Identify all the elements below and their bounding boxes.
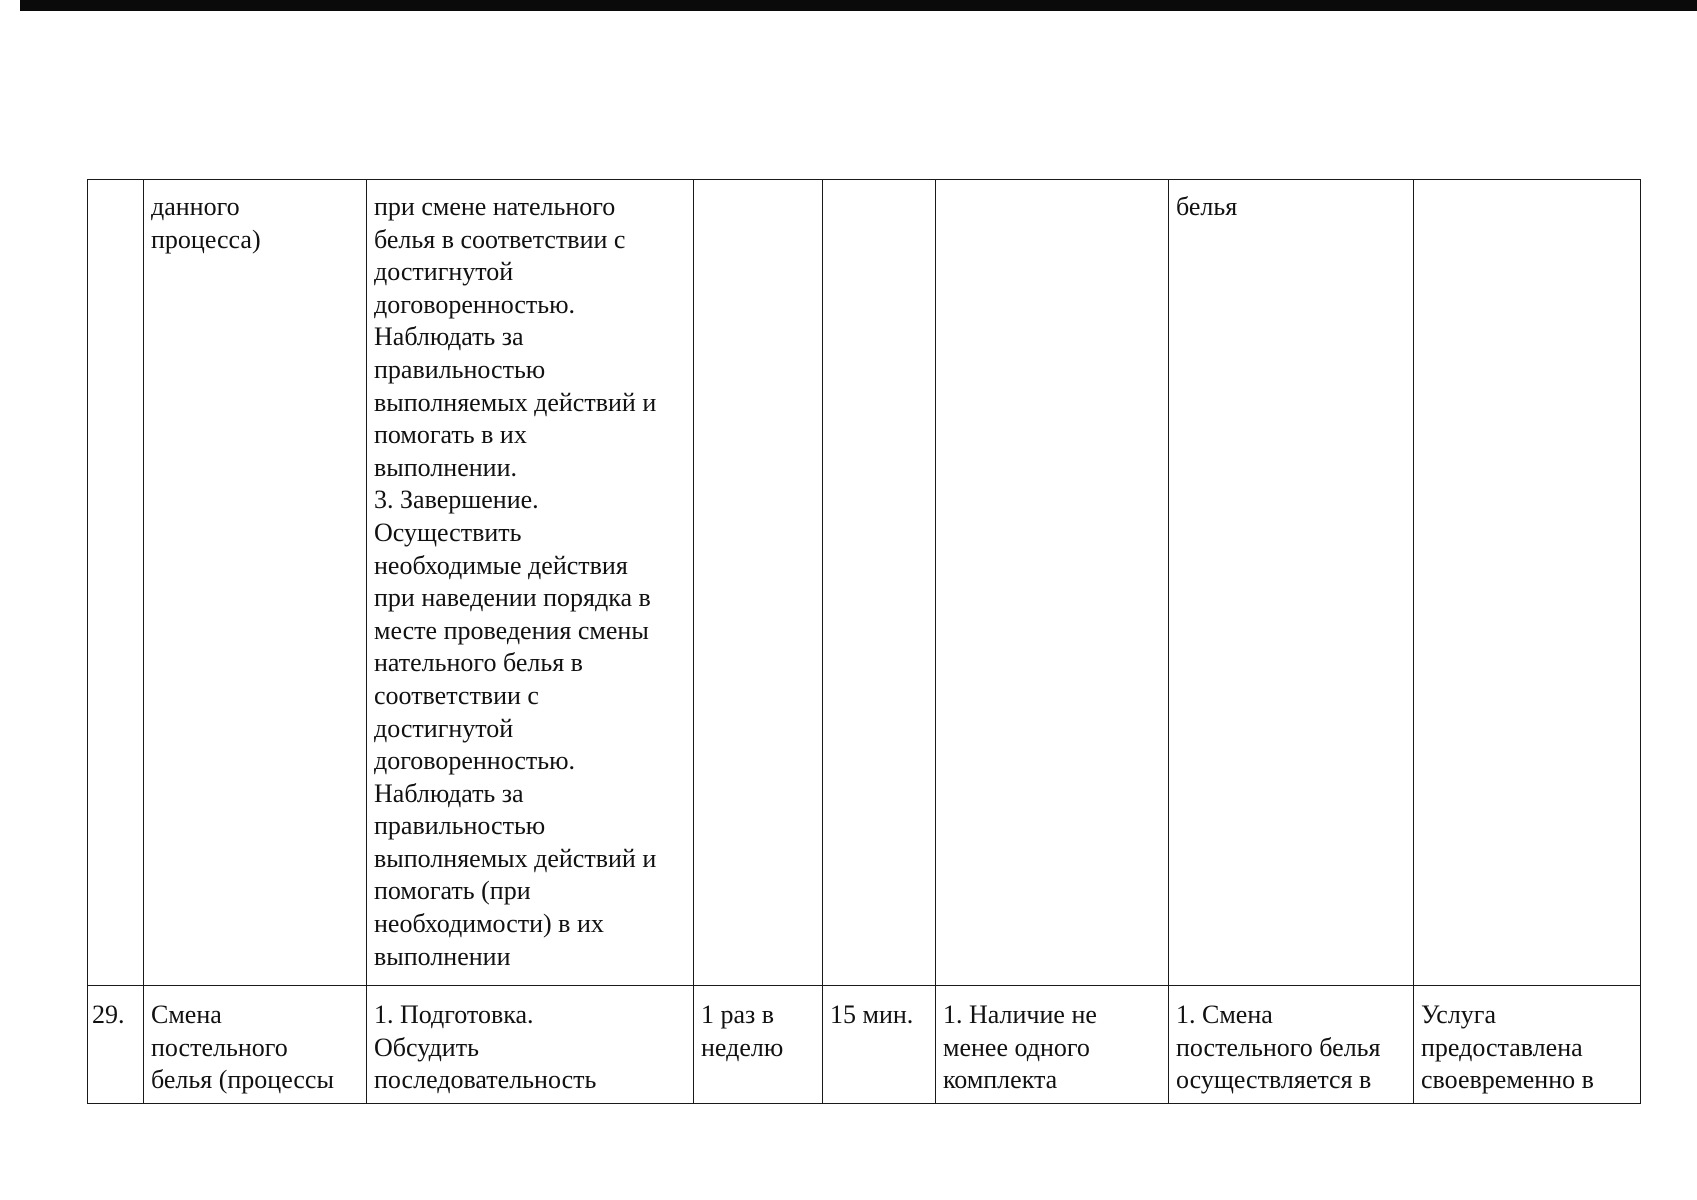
cell-periodicity: 1 раз в неделю: [694, 986, 823, 1104]
cell-duration: [823, 180, 936, 986]
cell-conditions: [936, 180, 1169, 986]
service-standards-table: [87, 179, 1641, 1104]
cell-periodicity: [694, 180, 823, 986]
cell-result: Услуга предоставлена своевременно в: [1414, 986, 1641, 1104]
cell-number: [88, 180, 144, 986]
cell-quality: белья: [1169, 180, 1414, 986]
table-row: [88, 986, 1641, 1104]
cell-conditions: 1. Наличие не менее одного комплекта: [936, 986, 1169, 1104]
cell-quality: 1. Смена постельного белья осуществляется в: [1169, 986, 1414, 1104]
scan-edge-bar: [20, 0, 1697, 11]
cell-service-name: Смена постельного белья (процессы: [144, 986, 367, 1104]
cell-description: 1. Подготовка. Обсудить последовательность: [367, 986, 694, 1104]
cell-duration: 15 мин.: [823, 986, 936, 1104]
cell-number: 29.: [88, 986, 144, 1104]
cell-description: при смене нательного белья в соответствии с достигнутой договоренностью. Наблюдать за правильностью выполняемых действий и помогать в их выполнении. 3. Завершение. Осуществить необходимые действия при наведении порядка в месте проведения смены нательного белья в соответствии с достигнутой договоренностью. Наблюдать за правильностью выполняемых действий и помогать (при необходимости) в их выполнении: [367, 180, 694, 986]
cell-service-name: данного процесса): [144, 180, 367, 986]
table-row: [88, 180, 1641, 986]
cell-result: [1414, 180, 1641, 986]
